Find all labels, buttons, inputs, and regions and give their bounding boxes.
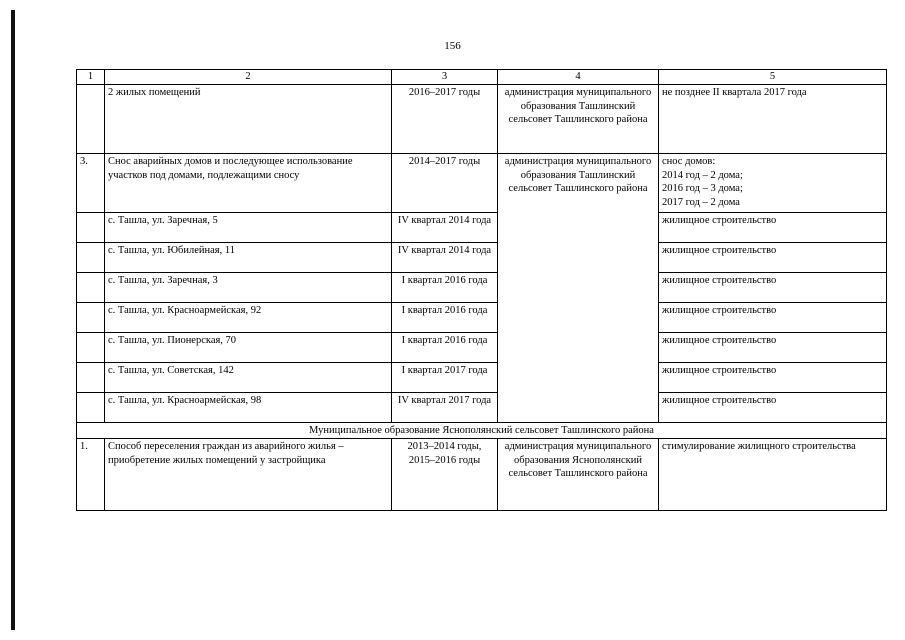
scan-edge-line (11, 10, 15, 630)
result-cell: жилищное строительство (659, 243, 887, 273)
result-cell: жилищное строительство (659, 303, 887, 333)
section-row (77, 423, 887, 439)
executor-cell: администрация муниципального образования Яснополянский сельсовет Ташлинского района (498, 439, 659, 511)
row-number (77, 213, 105, 243)
result-cell: жилищное строительство (659, 393, 887, 423)
table-row (77, 439, 887, 511)
address-row (77, 213, 887, 243)
address-cell: с. Ташла, ул. Советская, 142 (105, 363, 392, 393)
section-title: Муниципальное образование Яснополянский сельсовет Ташлинского района (77, 423, 887, 439)
page-number: 156 (444, 40, 461, 52)
result-line: 2016 год – 3 дома; (662, 183, 743, 194)
column-header-4: 4 (498, 70, 659, 85)
column-header-row (77, 70, 887, 85)
program-table (76, 69, 887, 511)
executor-cell: администрация муниципального образования Ташлинский сельсовет Ташлинского района (498, 154, 659, 423)
address-row (77, 243, 887, 273)
period-cell: IV квартал 2014 года (392, 213, 498, 243)
period-cell: IV квартал 2014 года (392, 243, 498, 273)
result-cell (659, 154, 887, 213)
measure-name: Снос аварийных домов и последующее использование участков под домами, подлежащими сносу (105, 154, 392, 213)
result-cell: жилищное строительство (659, 363, 887, 393)
row-number: 1. (77, 439, 105, 511)
column-header-5: 5 (659, 70, 887, 85)
address-cell: с. Ташла, ул. Заречная, 3 (105, 273, 392, 303)
period-cell: I квартал 2016 года (392, 333, 498, 363)
address-row (77, 333, 887, 363)
table-row (77, 154, 887, 213)
result-line: 2014 год – 2 дома; (662, 169, 743, 181)
result-line: снос домов: (662, 156, 716, 167)
address-row (77, 393, 887, 423)
measure-name: 2 жилых помещений (105, 85, 392, 154)
period-cell: 2014–2017 годы (392, 154, 498, 213)
address-cell: с. Ташла, ул. Красноармейская, 92 (105, 303, 392, 333)
row-number (77, 363, 105, 393)
result-cell: жилищное строительство (659, 273, 887, 303)
address-row (77, 303, 887, 333)
address-cell: с. Ташла, ул. Пионерская, 70 (105, 333, 392, 363)
period-cell: I квартал 2016 года (392, 273, 498, 303)
period-cell: 2016–2017 годы (392, 85, 498, 154)
row-number (77, 85, 105, 154)
period-cell: I квартал 2017 года (392, 363, 498, 393)
row-number (77, 303, 105, 333)
row-number (77, 243, 105, 273)
result-cell: стимулирование жилищного строительства (659, 439, 887, 511)
result-cell: не позднее II квартала 2017 года (659, 85, 887, 154)
column-header-3: 3 (392, 70, 498, 85)
row-number (77, 333, 105, 363)
result-cell: жилищное строительство (659, 333, 887, 363)
address-cell: с. Ташла, ул. Заречная, 5 (105, 213, 392, 243)
address-cell: с. Ташла, ул. Красноармейская, 98 (105, 393, 392, 423)
address-row (77, 273, 887, 303)
period-cell: 2013–2014 годы, 2015–2016 годы (392, 439, 498, 511)
period-cell: IV квартал 2017 года (392, 393, 498, 423)
period-cell: I квартал 2016 года (392, 303, 498, 333)
column-header-2: 2 (105, 70, 392, 85)
address-cell: с. Ташла, ул. Юбилейная, 11 (105, 243, 392, 273)
address-row (77, 363, 887, 393)
executor-cell: администрация муниципального образования Ташлинский сельсовет Ташлинского района (498, 85, 659, 154)
column-header-1: 1 (77, 70, 105, 85)
row-number (77, 273, 105, 303)
row-number (77, 393, 105, 423)
result-line: 2017 год – 2 дома (662, 196, 740, 208)
table-row (77, 85, 887, 154)
result-cell: жилищное строительство (659, 213, 887, 243)
row-number: 3. (77, 154, 105, 213)
measure-name: Способ переселения граждан из аварийного жилья – приобретение жилых помещений у застройщика (105, 439, 392, 511)
